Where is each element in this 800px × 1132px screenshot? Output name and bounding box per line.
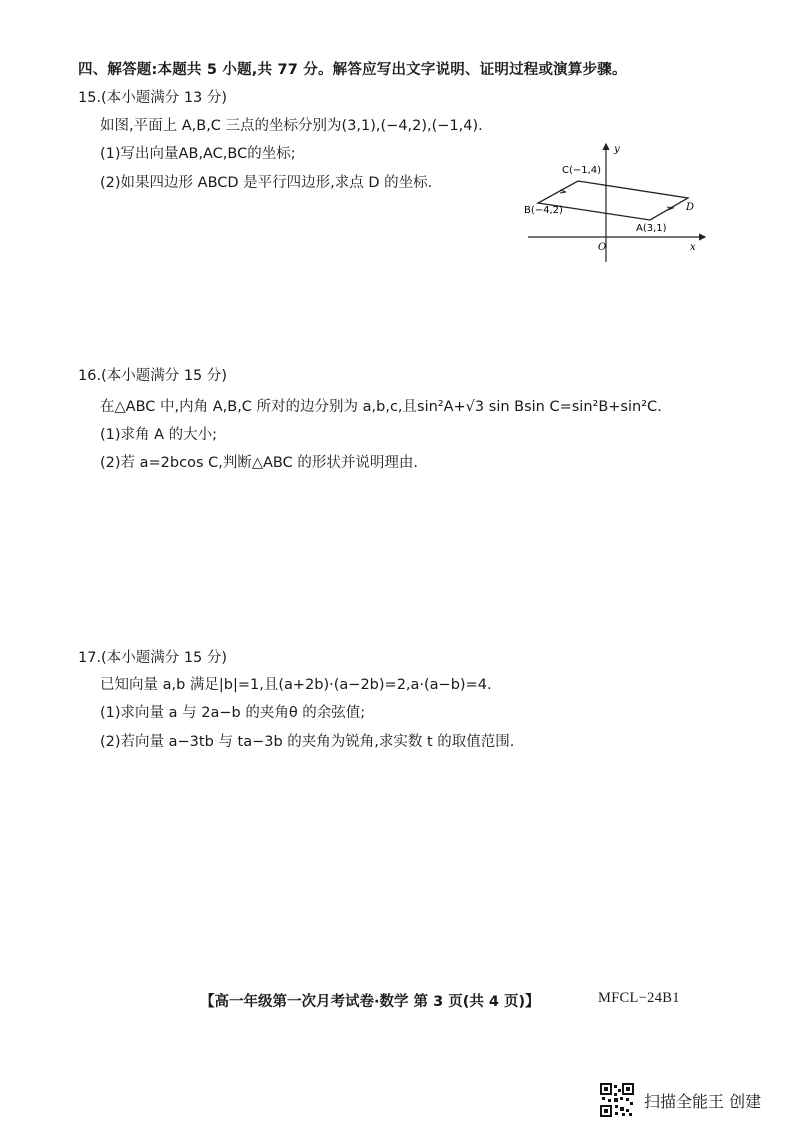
q16-stem: 在△ABC 中,内角 A,B,C 所对的边分别为 a,b,c,且sin²A+√3 sin Bsin C=sin²B+sin²C.: [100, 399, 662, 415]
q17-part2: (2)若向量 a−3tb 与 ta−3b 的夹角为锐角,求实数 t 的取值范围.: [100, 734, 515, 750]
label-a: A(3,1): [636, 223, 667, 234]
arrow-bc: [560, 190, 566, 193]
q17-heading: 17.(本小题满分 15 分): [78, 650, 228, 666]
qr-code-icon: [600, 1083, 634, 1117]
label-o: O: [598, 242, 607, 253]
label-c: C(−1,4): [562, 165, 602, 176]
q17-stem: 已知向量 a,b 满足|b|=1,且(a+2b)·(a−2b)=2,a·(a−b)=4.: [100, 677, 492, 693]
label-y: y: [614, 144, 620, 155]
q16-part2: (2)若 a=2bcos C,判断△ABC 的形状并说明理由.: [100, 455, 418, 471]
q15-part1: (1)写出向量AB,AC,BC的坐标;: [100, 146, 296, 162]
q15-heading: 15.(本小题满分 13 分): [78, 90, 228, 106]
label-x: x: [690, 242, 696, 253]
q16-heading: 16.(本小题满分 15 分): [78, 368, 228, 384]
exam-code: MFCL−24B1: [598, 990, 680, 1006]
q17-part1: (1)求向量 a 与 2a−b 的夹角θ 的余弦值;: [100, 705, 366, 721]
q15-part2: (2)如果四边形 ABCD 是平行四边形,求点 D 的坐标.: [100, 175, 433, 191]
scanner-label: 扫描全能王 创建: [644, 1091, 762, 1111]
page-footer: 【高一年级第一次月考试卷·数学 第 3 页(共 4 页)】: [200, 994, 540, 1010]
q15-stem: 如图,平面上 A,B,C 三点的坐标分别为(3,1),(−4,2),(−1,4).: [100, 118, 483, 134]
label-d: D: [686, 202, 695, 213]
parallelogram-diagram: [520, 140, 710, 265]
section-header: 四、解答题:本题共 5 小题,共 77 分。解答应写出文字说明、证明过程或演算步骤。: [78, 62, 627, 78]
label-b: B(−4,2): [524, 205, 563, 216]
scanner-watermark: [600, 1082, 761, 1118]
q16-part1: (1)求角 A 的大小;: [100, 427, 218, 443]
